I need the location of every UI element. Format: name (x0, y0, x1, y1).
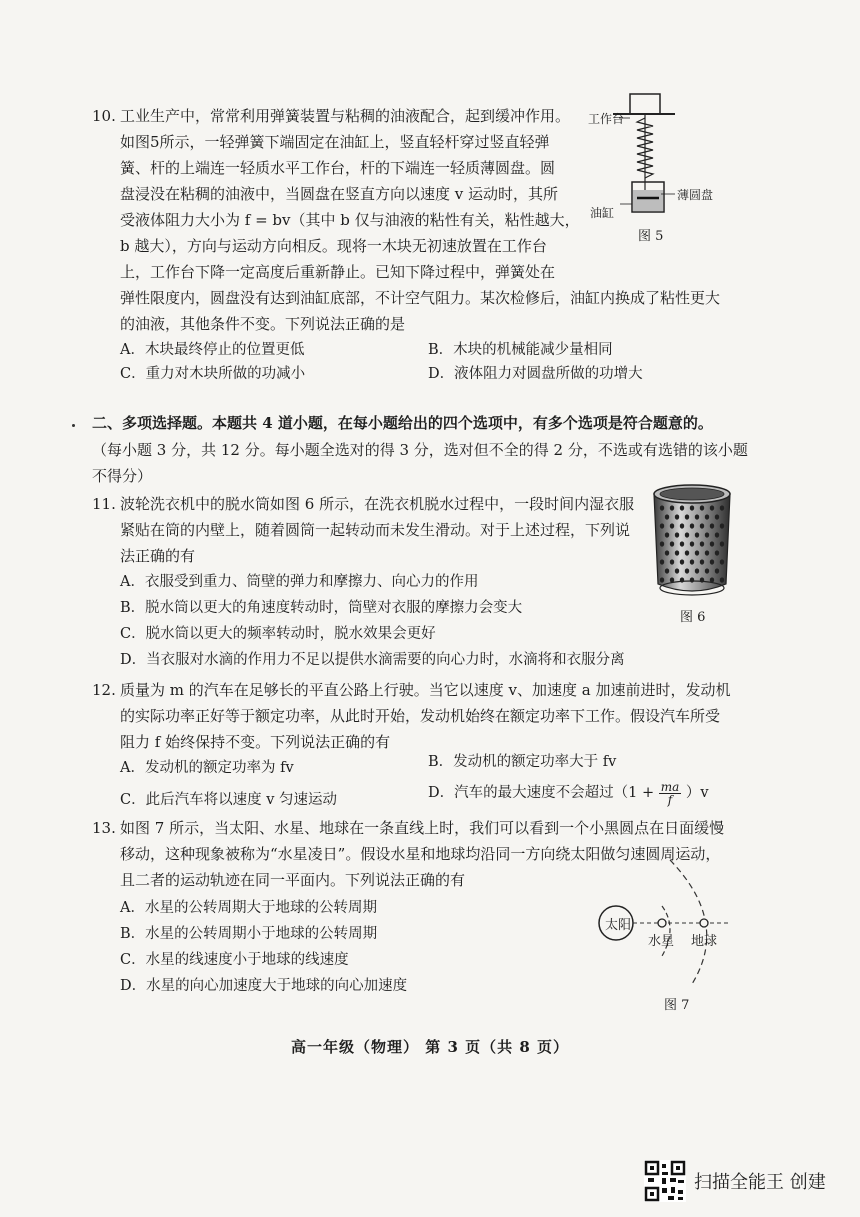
q10-option-b: B．木块的机械能减少量相同 (428, 342, 613, 358)
q10-line-1: 工业生产中，常常利用弹簧装置与粘稠的油液配合，起到缓冲作用。 (120, 107, 571, 125)
drum-hole (705, 532, 709, 537)
drum-hole (675, 550, 679, 555)
section-2-rule-line-2: 不得分） (92, 467, 153, 485)
drum-hole (670, 523, 674, 528)
drum-hole (700, 541, 704, 546)
drum-hole (670, 505, 674, 510)
q11-line-3: 法正确的有 (120, 547, 196, 565)
q10-line-9: 的油液，其他条件不变。下列说法正确的是 (120, 315, 406, 333)
q11-option-a: A．衣服受到重力、筒壁的弹力和摩擦力、向心力的作用 (120, 574, 479, 590)
q13-line-2: 移动，这种现象被称为“水星凌日”。假设水星和地球均沿同一方向绕太阳做匀速圆周运动， (120, 845, 721, 863)
drum-hole (690, 505, 694, 510)
q12-number: 12. (92, 681, 116, 699)
fraction-numerator: ma (660, 779, 680, 794)
q12-option-d-fraction (659, 781, 682, 806)
drum-hole (700, 559, 704, 564)
drum-hole (685, 550, 689, 555)
drum-hole (660, 541, 664, 546)
drum-hole (695, 532, 699, 537)
drum-hole (720, 505, 724, 510)
q10-option-c: C．重力对木块所做的功减小 (120, 366, 306, 382)
drum-hole (695, 568, 699, 573)
drum-hole (680, 559, 684, 564)
figure-5-label-disc: 薄圆盘 (677, 188, 714, 202)
drum-hole (715, 568, 719, 573)
q12-option-d-suffix: ）v (685, 785, 709, 801)
q12-option-b: B．发动机的额定功率大于 fv (428, 754, 617, 770)
figure-6-caption: 图 6 (680, 610, 706, 625)
q12-option-d (428, 778, 709, 808)
drum-hole (710, 541, 714, 546)
figure-7-label-earth: 地球 (691, 934, 718, 949)
q13-option-b: B．水星的公转周期小于地球的公转周期 (120, 926, 378, 942)
drum-hole (685, 514, 689, 519)
drum-hole (665, 568, 669, 573)
drum-hole (665, 532, 669, 537)
drum-hole (700, 523, 704, 528)
watermark-text: 扫描全能王 创建 (694, 1172, 826, 1193)
drum-hole (660, 523, 664, 528)
drum-hole (680, 541, 684, 546)
drum-hole (715, 514, 719, 519)
drum-hole (685, 568, 689, 573)
drum-hole (705, 550, 709, 555)
drum-hole (710, 505, 714, 510)
figure-5-label-tank: 油缸 (590, 206, 615, 220)
drum-hole (720, 577, 724, 582)
q13-option-a: A．水星的公转周期大于地球的公转周期 (120, 900, 377, 916)
drum-hole (690, 577, 694, 582)
drum-hole (685, 532, 689, 537)
figure-7-label-sun: 太阳 (605, 918, 632, 933)
drum-hole (660, 559, 664, 564)
drum-hole (670, 559, 674, 564)
drum-hole (675, 514, 679, 519)
q11-line-1: 波轮洗衣机中的脱水筒如图 6 所示，在洗衣机脱水过程中，一段时间内湿衣服 (120, 495, 635, 513)
section-2-rule-line-1: （每小题 3 分，共 12 分。每小题全选对的得 3 分，选对但不全的得 2 分，不选或有选错的该小题 (92, 441, 748, 459)
drum-hole (715, 532, 719, 537)
drum-hole (720, 559, 724, 564)
figure-7-caption: 图 7 (664, 998, 690, 1013)
q11-line-2: 紧贴在筒的内壁上，随着圆筒一起转动而未发生滑动。对于上述过程，下列说 (120, 521, 631, 539)
drum-hole (710, 523, 714, 528)
fraction-denominator: f (667, 792, 673, 807)
drum-hole (690, 541, 694, 546)
figure-5-caption: 图 5 (638, 229, 664, 244)
drum-hole (680, 505, 684, 510)
drum-hole (720, 541, 724, 546)
drum-hole (695, 550, 699, 555)
drum-hole (710, 559, 714, 564)
q10-line-3: 簧、杆的上端连一轻质水平工作台，杆的下端连一轻质薄圆盘。圆 (120, 159, 556, 177)
drum-hole (715, 550, 719, 555)
figure-6-spin-drum (646, 480, 738, 600)
drum-hole (695, 514, 699, 519)
q13-option-d: D．水星的向心加速度大于地球的向心加速度 (120, 978, 408, 994)
scanner-watermark (644, 1160, 826, 1202)
q12-line-3: 阻力 f 始终保持不变。下列说法正确的有 (120, 733, 391, 751)
figure-5-label-table: 工作台 (588, 112, 625, 126)
drum-hole (675, 532, 679, 537)
q10-line-5: 受液体阻力大小为 f = bv（其中 b 仅与油液的粘性有关，粘性越大， (120, 211, 580, 229)
q10-line-2: 如图5所示，一轻弹簧下端固定在油缸上，竖直轻杆穿过竖直轻弹 (120, 133, 550, 151)
drum-hole (675, 568, 679, 573)
section-2-heading: 二、多项选择题。本题共 4 道小题，在每小题给出的四个选项中，有多个选项是符合题意的。 (92, 414, 713, 432)
q13-line-3: 且二者的运动轨迹在同一平面内。下列说法正确的有 (120, 871, 466, 889)
qr-code-icon (644, 1160, 686, 1202)
drum-hole (680, 523, 684, 528)
q13-number: 13. (92, 819, 116, 837)
q11-option-c: C．脱水筒以更大的频率转动时，脱水效果会更好 (120, 626, 436, 642)
drum-hole (665, 514, 669, 519)
drum-hole (665, 550, 669, 555)
q10-line-8: 弹性限度内，圆盘没有达到油缸底部，不计空气阻力。某次检修后，油缸内换成了粘性更大 (120, 289, 721, 307)
page-footer: 高一年级（物理） 第 3 页（共 8 页） (291, 1038, 569, 1056)
q12-line-2: 的实际功率正好等于额定功率，从此时开始，发动机始终在额定功率下工作。假设汽车所受 (120, 707, 721, 725)
q11-number: 11. (92, 495, 116, 513)
q12-option-a: A．发动机的额定功率为 fv (120, 760, 294, 776)
drum-hole (700, 505, 704, 510)
q10-line-7: 上，工作台下降一定高度后重新静止。已知下降过程中，弹簧处在 (120, 263, 556, 281)
drum-hole (705, 568, 709, 573)
q12-option-d-prefix: D．汽车的最大速度不会超过（1 + (428, 785, 655, 801)
q13-option-c: C．水星的线速度小于地球的线速度 (120, 952, 349, 968)
q11-option-d: D．当衣服对水滴的作用力不足以提供水滴需要的向心力时，水滴将和衣服分离 (120, 652, 625, 668)
q12-option-c: C．此后汽车将以速度 v 匀速运动 (120, 792, 338, 808)
q10-line-6: b 越大），方向与运动方向相反。现将一木块无初速放置在工作台 (120, 237, 547, 255)
q12-line-1: 质量为 m 的汽车在足够长的平直公路上行驶。当它以速度 v、加速度 a 加速前进时，发动机 (120, 681, 731, 699)
drum-hole (690, 559, 694, 564)
q10-line-4: 盘浸没在粘稠的油液中，当圆盘在竖直方向以速度 v 运动时，其所 (120, 185, 559, 203)
margin-dot (72, 424, 75, 427)
drum-hole (660, 505, 664, 510)
drum-hole (720, 523, 724, 528)
q11-option-b: B．脱水筒以更大的角速度转动时，筒壁对衣服的摩擦力会变大 (120, 600, 523, 616)
q10-option-a: A．木块最终停止的位置更低 (120, 342, 305, 358)
figure-7-label-mercury: 水星 (648, 934, 675, 949)
q13-line-1: 如图 7 所示，当太阳、水星、地球在一条直线上时，我们可以看到一个小黑圆点在日面缓慢 (120, 819, 725, 837)
drum-hole (705, 514, 709, 519)
drum-hole (690, 523, 694, 528)
q10-option-d: D．液体阻力对圆盘所做的功增大 (428, 366, 643, 382)
q10-number: 10. (92, 107, 116, 125)
drum-hole (670, 541, 674, 546)
drum-hole (660, 577, 664, 582)
